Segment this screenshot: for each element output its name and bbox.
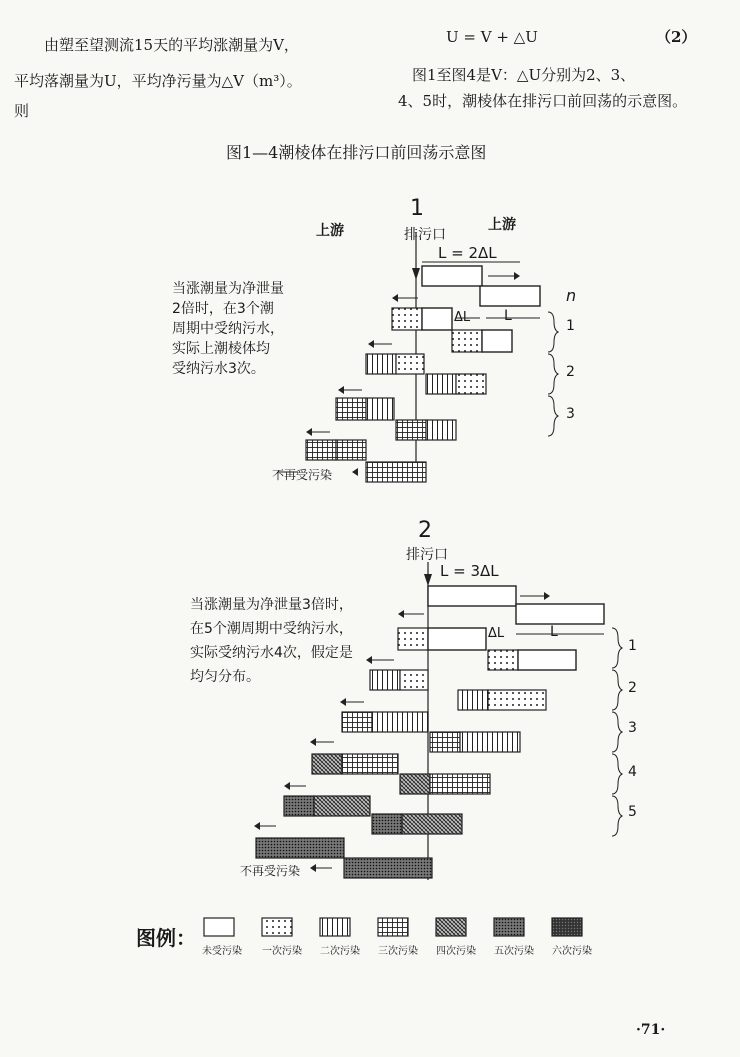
legend-swatch-5 xyxy=(494,918,524,936)
diagram1-cycle: 2 xyxy=(566,364,575,380)
legend-swatch-3 xyxy=(378,918,408,936)
header-right-line2: 4、5时，潮棱体在排污口前回荡的示意图。 xyxy=(398,92,688,110)
legend-swatch-1 xyxy=(262,918,292,936)
diagram1-outfall: 排污口 xyxy=(404,227,446,243)
equation-number: （2） xyxy=(656,28,697,46)
legend-title: 图例： xyxy=(136,926,196,950)
legend-swatch-4 xyxy=(436,918,466,936)
diagram1-upstream-left: 上游 xyxy=(316,223,344,239)
diagram1-l-label: L xyxy=(504,308,512,324)
diagram2-no-pollution: 不再受污染 xyxy=(240,864,301,878)
legend-swatch-6 xyxy=(552,918,582,936)
diagram2-cycle: 2 xyxy=(628,680,637,696)
diagram2-cycle: 3 xyxy=(628,720,637,736)
diagram2-cycle: 1 xyxy=(628,638,637,654)
figure-title: 图1—4潮棱体在排污口前回荡示意图 xyxy=(226,143,487,162)
header-left-line1: 由塑至望测流15天的平均涨潮量为V， xyxy=(44,36,299,54)
legend-swatch-unpolluted xyxy=(204,918,234,936)
diagram1-note-line: 实际上潮棱体均 xyxy=(172,341,270,357)
legend-label: 二次污染 xyxy=(320,946,360,957)
diagram2-l-label: L xyxy=(550,624,558,640)
diagram1 xyxy=(278,232,558,482)
legend-label: 五次污染 xyxy=(494,946,534,957)
legend-label: 六次污染 xyxy=(552,946,592,957)
header-left-line2: 平均落潮量为U，平均净污量为△V（m³）。 xyxy=(14,72,302,90)
diagram1-note-line: 2倍时，在3个潮 xyxy=(172,301,274,317)
diagram1-n-label: n xyxy=(566,286,577,305)
diagram1-note-line: 受纳污水3次。 xyxy=(172,361,265,377)
diagram1-note-line: 当涨潮量为净泄量 xyxy=(172,281,284,297)
diagram2-number: 2 xyxy=(418,518,432,543)
diagram1-upstream-right: 上游 xyxy=(488,217,516,233)
legend-swatch-2 xyxy=(320,918,350,936)
legend-label: 三次污染 xyxy=(378,946,418,957)
legend-label: 一次污染 xyxy=(262,946,302,957)
header-right-line1: 图1至图4是V：△U分别为2、3、 xyxy=(412,66,636,84)
diagram2-note-line: 实际受纳污水4次，假定是 xyxy=(190,645,353,661)
diagram2-note-line: 在5个潮周期中受纳污水， xyxy=(190,621,353,637)
diagram2-cycle: 4 xyxy=(628,764,637,780)
equation: U = V + △U xyxy=(446,28,538,46)
diagram2-note-line: 当涨潮量为净泄量3倍时， xyxy=(190,597,353,613)
diagram2-delta-l: ΔL xyxy=(488,626,505,641)
diagram2-outfall: 排污口 xyxy=(406,547,448,563)
diagram1-number: 1 xyxy=(410,196,424,221)
header-left-line3: 则 xyxy=(14,102,30,120)
diagram2-length-label: L = 3ΔL xyxy=(440,562,499,580)
diagram1-delta-l: ΔL xyxy=(454,310,471,325)
diagram1-cycle: 1 xyxy=(566,318,575,334)
diagram2-note-line: 均匀分布。 xyxy=(190,669,260,685)
legend-label: 四次污染 xyxy=(436,946,476,957)
diagram1-no-pollution: 不再受污染 xyxy=(272,468,333,482)
diagram1-cycle: 3 xyxy=(566,406,575,422)
diagram1-length-label: L = 2ΔL xyxy=(438,244,497,262)
legend xyxy=(204,918,582,936)
diagram2-cycle: 5 xyxy=(628,804,637,820)
diagram1-note-line: 周期中受纳污水， xyxy=(172,321,284,337)
diagram2 xyxy=(254,562,622,880)
page-number: ·71· xyxy=(636,1022,666,1038)
legend-label: 未受污染 xyxy=(202,946,242,957)
